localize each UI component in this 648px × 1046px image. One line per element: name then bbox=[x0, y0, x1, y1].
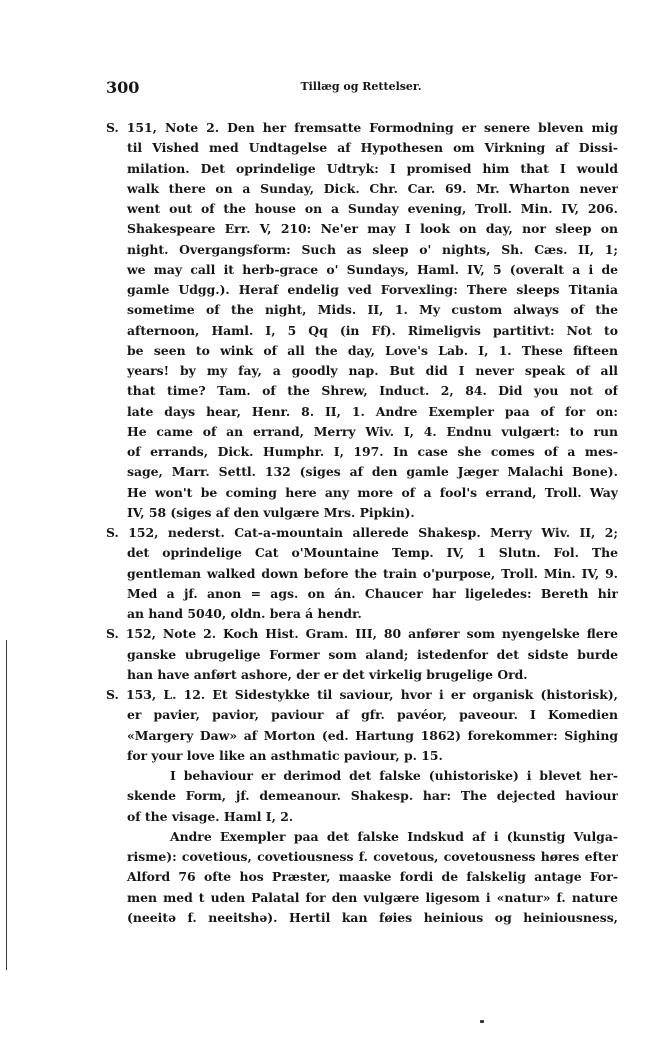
text-line: gentleman walked down before the train o'purpose, Troll. Min. IV, 9. bbox=[127, 565, 618, 581]
text-line: Med a jf. anon = ags. on án. Chaucer har ligeledes: Bereth hir bbox=[127, 585, 618, 601]
text-line: an hand 5040, oldn. bera á hendr. bbox=[127, 606, 362, 621]
body-text bbox=[106, 118, 618, 928]
text-line: He won't be coming here any more of a fool's errand, Troll. Way bbox=[127, 484, 618, 500]
running-head: Tillæg og Rettelser. bbox=[300, 80, 422, 93]
text-line: S. 151, Note 2. Den her fremsatte Formodning er senere bleven mig bbox=[106, 120, 618, 135]
text-line: that time? Tam. of the Shrew, Induct. 2, 84. Did you not of bbox=[127, 383, 618, 399]
ink-speck bbox=[480, 1020, 484, 1023]
text-line: men med t uden Palatal for den vulgære ligesom i «natur» f. nature bbox=[127, 889, 618, 905]
text-line: Alford 76 ofte hos Præster, maaske fordi de falskelig antage For- bbox=[127, 869, 618, 885]
text-line: S. 152, Note 2. Koch Hist. Gram. III, 80 anfører som nyengelske flere bbox=[106, 626, 618, 642]
text-line: late days hear, Henr. 8. II, 1. Andre Exempler paa of for on: bbox=[127, 403, 618, 419]
text-line: han have anført ashore, der er det virkelig brugelige Ord. bbox=[127, 666, 528, 682]
text-line: of errands, Dick. Humphr. I, 197. In case she comes of a mes- bbox=[127, 444, 618, 459]
text-line: Shakespeare Err. V, 210: Ne'er may I look on day, nor sleep on bbox=[127, 221, 618, 237]
page-edge-rule bbox=[6, 640, 7, 970]
text-line: IV, 58 (siges af den vulgære Mrs. Pipkin). bbox=[127, 504, 415, 520]
text-line: er pavier, pavior, paviour af gfr. pavéor, paveour. I Komedien bbox=[127, 707, 618, 723]
text-line: afternoon, Haml. I, 5 Qq (in Ff). Rimeligvis partitivt: Not to bbox=[127, 322, 618, 338]
text-line: «Margery Daw» af Morton (ed. Hartung 1862) forekommer: Sighing bbox=[127, 727, 618, 743]
text-line: went out of the house on a Sunday evening, Troll. Min. IV, 206. bbox=[127, 201, 618, 216]
text-line: night. Overgangsform: Such as sleep o' nights, Sh. Cæs. II, 1; bbox=[127, 241, 618, 257]
text-line: years! by my fay, a goodly nap. But did I never speak of all bbox=[127, 363, 618, 378]
text-line: risme): covetious, covetiousness f. covetous, covetousness høres efter bbox=[127, 849, 618, 864]
text-line: He came of an errand, Merry Wiv. I, 4. Endnu vulgært: to run bbox=[127, 423, 618, 439]
text-line: I behaviour er derimod det falske (uhistoriske) i blevet her- bbox=[170, 768, 618, 783]
text-line: S. 152, nederst. Cat-a-mountain allerede Shakesp. Merry Wiv. II, 2; bbox=[106, 525, 618, 540]
text-line: S. 153, L. 12. Et Sidestykke til saviour, hvor i er organisk (historisk), bbox=[106, 687, 618, 702]
text-line: gamle Udgg.). Heraf endelig ved Forvexling: There sleeps Titania bbox=[127, 282, 618, 297]
text-line: be seen to wink of all the day, Love's Lab. I, 1. These fifteen bbox=[127, 342, 618, 358]
text-line: skende Form, jf. demeanour. Shakesp. har: The dejected haviour bbox=[127, 788, 618, 804]
text-line: of the visage. Haml I, 2. bbox=[127, 808, 294, 824]
page-header bbox=[106, 78, 616, 98]
text-line: walk there on a Sunday, Dick. Chr. Car. 69. Mr. Wharton never bbox=[127, 180, 618, 196]
text-line: ganske ubrugelige Former som aland; istedenfor det sidste burde bbox=[127, 646, 618, 662]
text-line: for your love like an asthmatic paviour, p. 15. bbox=[127, 747, 443, 763]
text-line: Andre Exempler paa det falske Indskud af i (kunstig Vulga- bbox=[170, 828, 618, 844]
text-line: we may call it herb-grace o' Sundays, Haml. IV, 5 (overalt a i de bbox=[127, 261, 618, 277]
text-line: det oprindelige Cat o'Mountaine Temp. IV, 1 Slutn. Fol. The bbox=[127, 545, 618, 561]
text-line: milation. Det oprindelige Udtryk: I promised him that I would bbox=[127, 160, 618, 176]
page-number: 300 bbox=[106, 78, 140, 97]
text-line: sage, Marr. Settl. 132 (siges af den gamle Jæger Malachi Bone). bbox=[127, 464, 618, 480]
text-line: til Vished med Undtagelse af Hypothesen om Virkning af Dissi- bbox=[127, 140, 618, 156]
text-line: sometime of the night, Mids. II, 1. My custom always of the bbox=[127, 302, 618, 318]
text-line: (neeitə f. neeitshə). Hertil kan føies heinious og heiniousness, bbox=[127, 909, 618, 925]
